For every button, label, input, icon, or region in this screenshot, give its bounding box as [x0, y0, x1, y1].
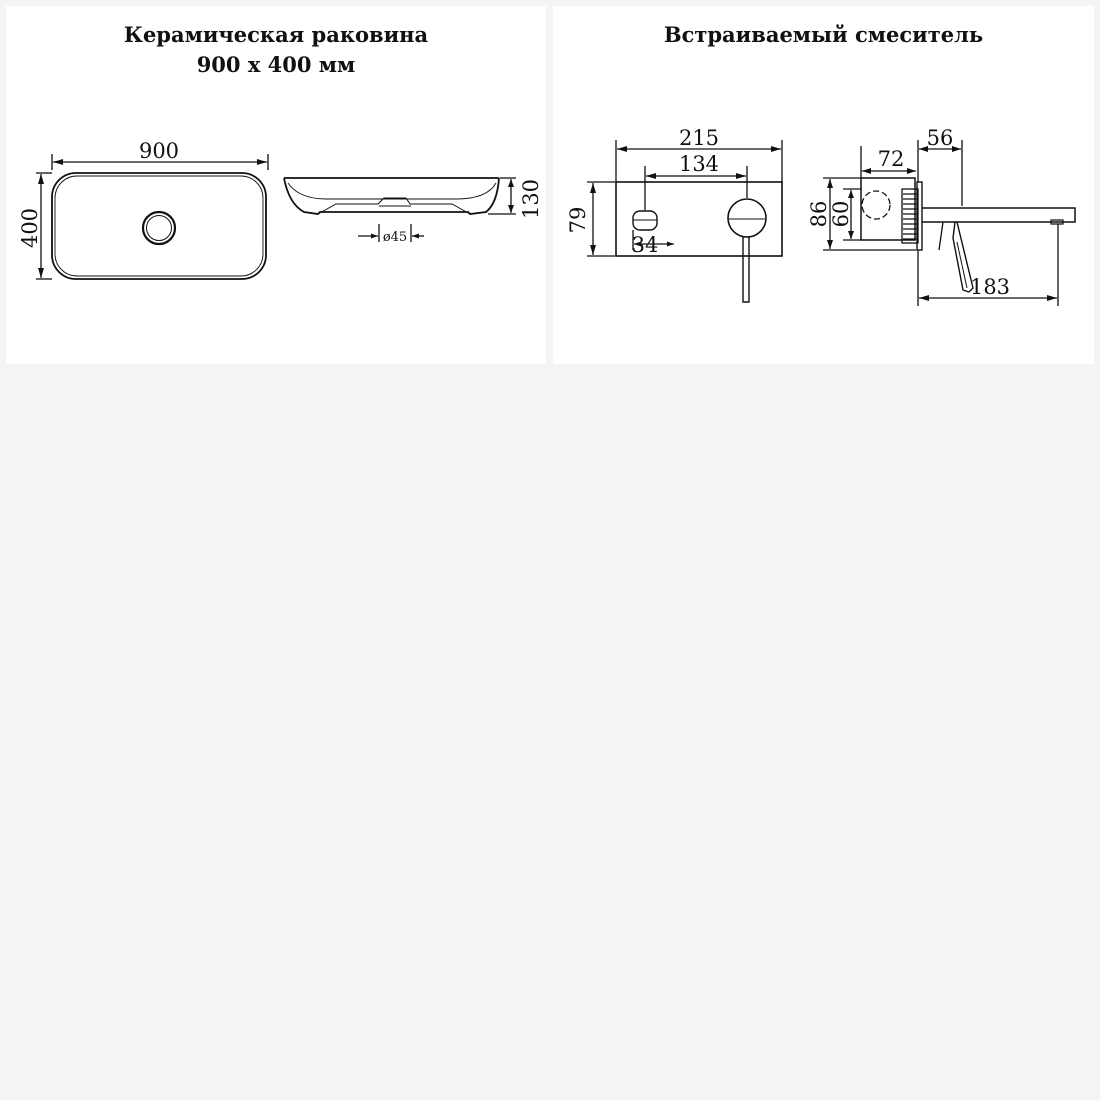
sink-depth-label: 400 — [18, 207, 42, 249]
sink-drawing — [6, 6, 546, 364]
body-diameter-label: 60 — [829, 200, 853, 228]
sink-title: Керамическая раковина — [123, 22, 429, 47]
sink-size-title: 900 х 400 мм — [196, 52, 356, 77]
drain-diameter-label: ø45 — [382, 230, 408, 245]
handle-offset-label: 134 — [678, 152, 720, 176]
sink-panel — [6, 6, 546, 364]
sink-height-label: 130 — [519, 178, 543, 220]
mixer-title: Встраиваемый смеситель — [663, 22, 984, 47]
sink-top-view — [36, 154, 268, 279]
spout-offset-label: 34 — [631, 233, 659, 257]
sink-height-dimension-line — [488, 178, 516, 214]
cartridge-icon — [862, 191, 890, 219]
plate-width-label: 215 — [678, 126, 720, 150]
body-height-label: 86 — [807, 200, 831, 228]
wall-offset-label: 72 — [877, 147, 905, 171]
body-depth-label: 56 — [926, 126, 954, 150]
handle-icon — [728, 199, 766, 302]
plate-height-label: 79 — [566, 206, 590, 234]
sink-width-label: 900 — [138, 139, 180, 163]
drain-icon — [143, 212, 175, 244]
spout-outlet-icon — [633, 211, 657, 230]
mixer-drawing — [553, 6, 1094, 364]
plate-height-dimension-line — [587, 182, 615, 256]
mixer-panel — [553, 6, 1094, 364]
mixer-side-view — [823, 140, 1075, 306]
spout-length-label: 183 — [969, 275, 1011, 299]
